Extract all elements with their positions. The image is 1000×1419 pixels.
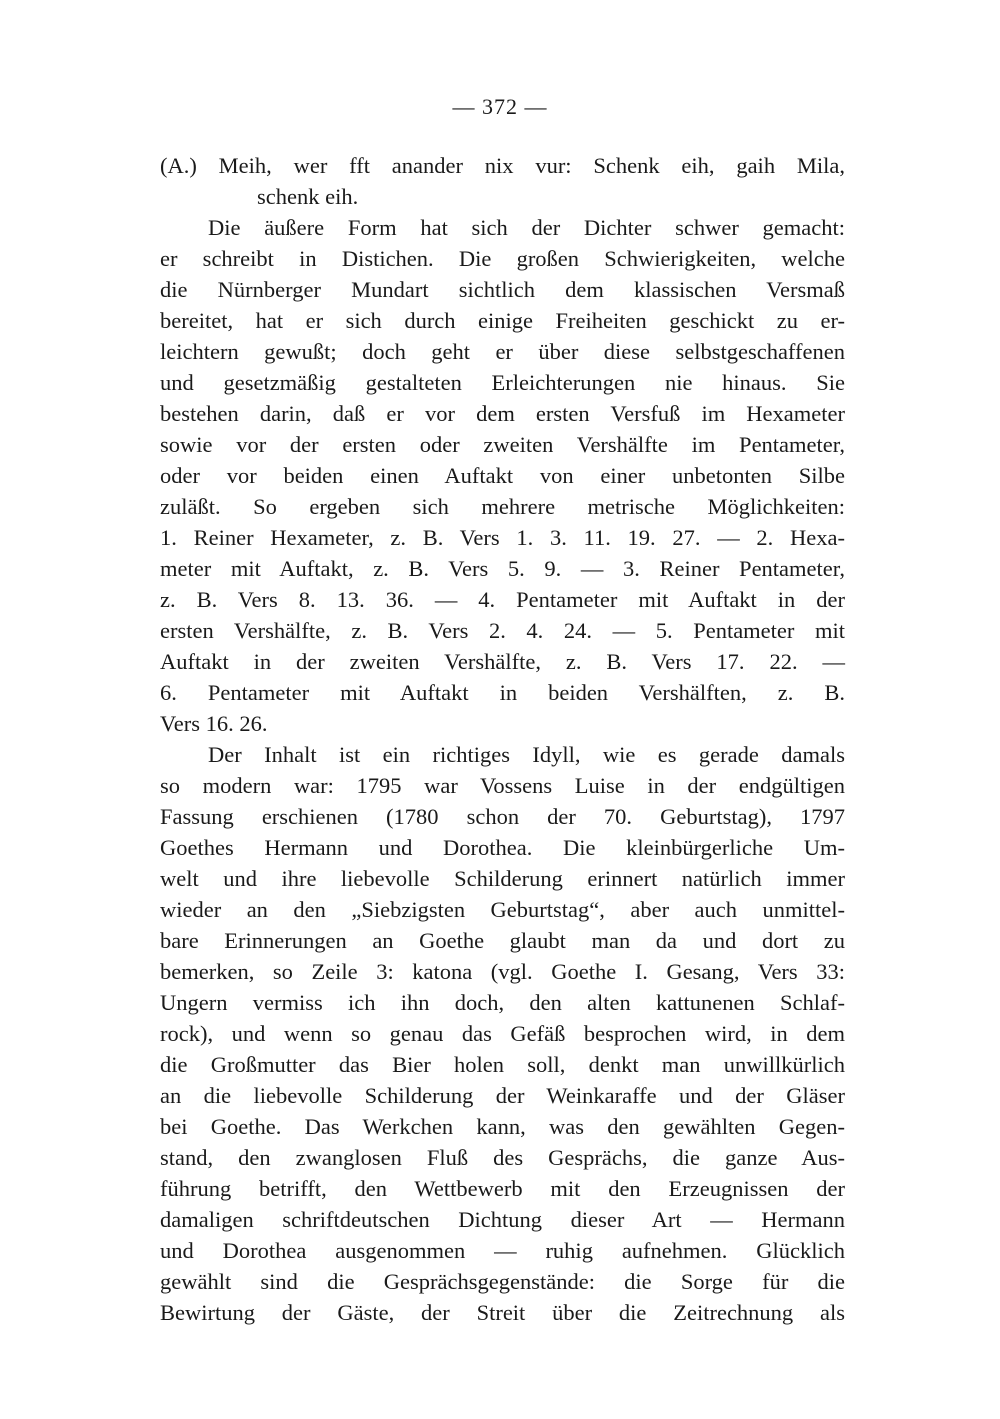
- text-line: ersten Vershälfte, z. B. Vers 2. 4. 24. — 5. Pentameter mit: [160, 618, 845, 643]
- text-line: rock), und wenn so genau das Gefäß besprochen wird, in dem: [160, 1021, 845, 1046]
- text-line: sowie vor der ersten oder zweiten Vershälfte im Pentameter,: [160, 432, 845, 457]
- text-line: (A.) Meih, wer fft anander nix vur: Schenk eih, gaih Mila,: [160, 153, 845, 178]
- text-line: an die liebevolle Schilderung der Weinkaraffe und der Gläser: [160, 1083, 845, 1108]
- text-line: und Dorothea ausgenommen — ruhig aufnehmen. Glücklich: [160, 1238, 845, 1263]
- text-line: führung betrifft, den Wettbewerb mit den Erzeugnissen der: [160, 1176, 845, 1201]
- text-line: gewählt sind die Gesprächsgegenstände: die Sorge für die: [160, 1269, 845, 1294]
- text-line: Der Inhalt ist ein richtiges Idyll, wie es gerade damals: [208, 742, 845, 767]
- text-line: 6. Pentameter mit Auftakt in beiden Vershälften, z. B.: [160, 680, 845, 705]
- text-line: Auftakt in der zweiten Vershälfte, z. B. Vers 17. 22. —: [160, 649, 845, 674]
- text-line: leichtern gewußt; doch geht er über diese selbstgeschaffenen: [160, 339, 845, 364]
- text-line: stand, den zwanglosen Fluß des Gesprächs, die ganze Aus-: [160, 1145, 845, 1170]
- text-line: wieder an den „Siebzigsten Geburtstag“, aber auch unmittel-: [160, 897, 845, 922]
- text-line: Fassung erschienen (1780 schon der 70. Geburtstag), 1797: [160, 804, 845, 829]
- text-line: und gesetzmäßig gestalteten Erleichterungen nie hinaus. Sie: [160, 370, 845, 395]
- text-line: er schreibt in Distichen. Die großen Schwierigkeiten, welche: [160, 246, 845, 271]
- text-line: bestehen darin, daß er vor dem ersten Versfuß im Hexameter: [160, 401, 845, 426]
- text-line: die Nürnberger Mundart sichtlich dem klassischen Versmaß: [160, 277, 845, 302]
- text-line: damaligen schriftdeutschen Dichtung dieser Art — Hermann: [160, 1207, 845, 1232]
- text-line: Bewirtung der Gäste, der Streit über die Zeitrechnung als: [160, 1300, 845, 1325]
- text-line: z. B. Vers 8. 13. 36. — 4. Pentameter mit Auftakt in der: [160, 587, 845, 612]
- text-line: Die äußere Form hat sich der Dichter schwer gemacht:: [208, 215, 845, 240]
- text-line: Ungern vermiss ich ihn doch, den alten kattunenen Schlaf-: [160, 990, 845, 1015]
- text-line: bereitet, hat er sich durch einige Freiheiten geschickt zu er-: [160, 308, 845, 333]
- text-line: Vers 16. 26.: [160, 711, 268, 736]
- text-line: bei Goethe. Das Werkchen kann, was den gewählten Gegen-: [160, 1114, 845, 1139]
- text-line: die Großmutter das Bier holen soll, denkt man unwillkürlich: [160, 1052, 845, 1077]
- text-line: schenk eih.: [257, 184, 359, 209]
- text-line: so modern war: 1795 war Vossens Luise in der endgültigen: [160, 773, 845, 798]
- text-line: zuläßt. So ergeben sich mehrere metrische Möglichkeiten:: [160, 494, 845, 519]
- text-line: oder vor beiden einen Auftakt von einer unbetonten Silbe: [160, 463, 845, 488]
- page-number: — 372 —: [452, 94, 548, 119]
- text-line: bemerken, so Zeile 3: katona (vgl. Goethe I. Gesang, Vers 33:: [160, 959, 845, 984]
- text-line: bare Erinnerungen an Goethe glaubt man da und dort zu: [160, 928, 845, 953]
- text-line: 1. Reiner Hexameter, z. B. Vers 1. 3. 11. 19. 27. — 2. Hexa-: [160, 525, 845, 550]
- text-line: welt und ihre liebevolle Schilderung erinnert natürlich immer: [160, 866, 845, 891]
- text-line: meter mit Auftakt, z. B. Vers 5. 9. — 3. Reiner Pentameter,: [160, 556, 845, 581]
- text-line: Goethes Hermann und Dorothea. Die kleinbürgerliche Um-: [160, 835, 845, 860]
